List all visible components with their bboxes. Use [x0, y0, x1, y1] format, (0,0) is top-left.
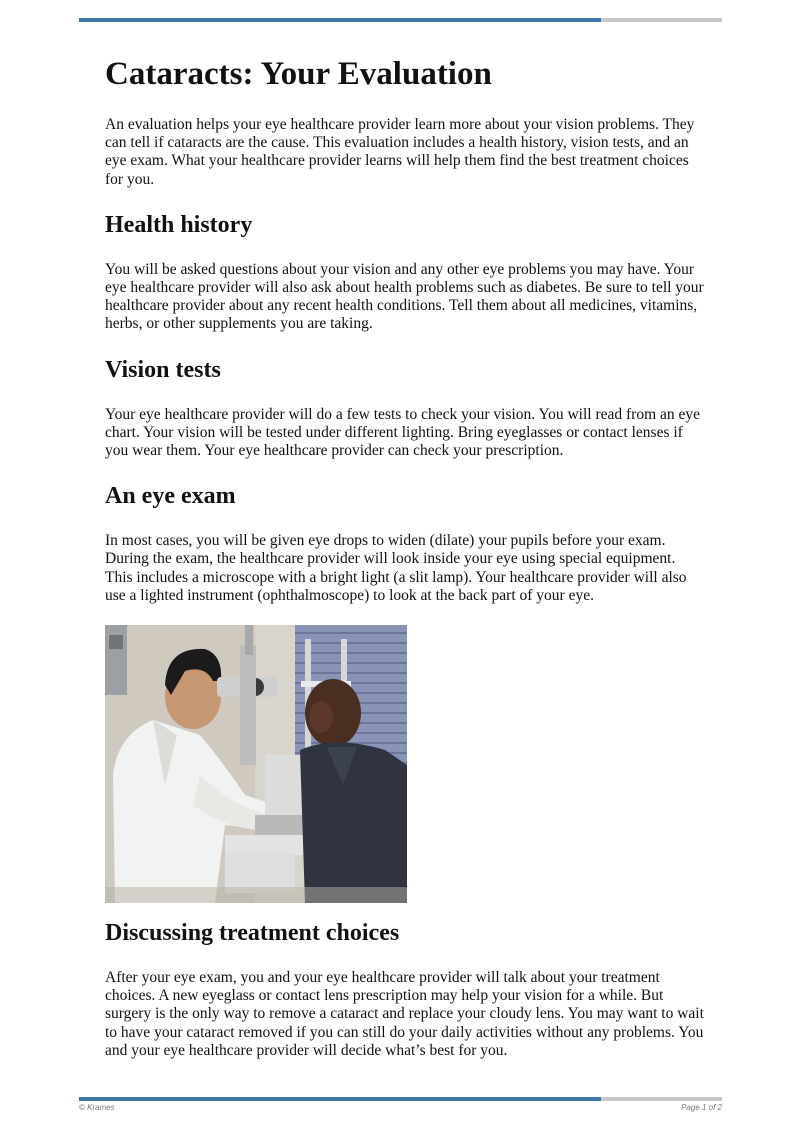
bottom-rule-accent — [79, 1097, 601, 1101]
top-rule — [79, 18, 722, 22]
section-heading-vision-tests: Vision tests — [105, 356, 221, 383]
top-rule-accent — [79, 18, 601, 22]
bottom-rule — [79, 1097, 722, 1101]
page-title: Cataracts: Your Evaluation — [105, 56, 492, 92]
page-number: Page 1 of 2 — [681, 1103, 722, 1112]
section-body-eye-exam: In most cases, you will be given eye drops to widen (dilate) your pupils before your exam. During the exam, the healthcare provider will look inside your eye using special equipment. This includes a microscope with a bright light (a slit lamp). Your healthcare provider will also use a lighted instrument (ophthalmoscope) to look at the back part of your eye. — [105, 532, 687, 604]
eye-exam-photo — [105, 625, 407, 903]
section-heading-eye-exam: An eye exam — [105, 483, 236, 510]
section-body-treatment-choices: After your eye exam, you and your eye healthcare provider will talk about your treatment choices. A new eyeglass or contact lens prescription may help your vision for a while. But surgery is the only way to remove a cataract and replace your cloudy lens. You may want to wait to have your cataract removed if you can still do your daily activities without any problems. You and your eye healthcare provider will decide what’s best for you. — [105, 969, 704, 1059]
copyright-text: © Krames — [79, 1103, 115, 1112]
document-body — [105, 52, 705, 1080]
section-heading-treatment-choices: Discussing treatment choices — [105, 920, 400, 947]
intro-paragraph: An evaluation helps your eye healthcare provider learn more about your vision problems. They can tell if cataracts are the cause. This evaluation includes a health history, vision tests, and an eye exam. What your healthcare provider learns will help them find the best treatment choices for you. — [105, 116, 695, 188]
section-body-vision-tests: Your eye healthcare provider will do a few tests to check your vision. You will read from an eye chart. Your vision will be tested under different lighting. Bring eyeglasses or contact lenses if you wear them. Your eye healthcare provider can check your prescription. — [105, 405, 701, 460]
section-body-health-history: You will be asked questions about your vision and any other eye problems you may have. Your eye healthcare provider will also ask about health problems such as diabetes. Be sure to tell your healthcare provider about any recent health conditions. Tell them about all medicines, vitamins, herbs, or other supplements you are taking. — [105, 260, 704, 333]
section-heading-health-history: Health history — [105, 211, 253, 238]
